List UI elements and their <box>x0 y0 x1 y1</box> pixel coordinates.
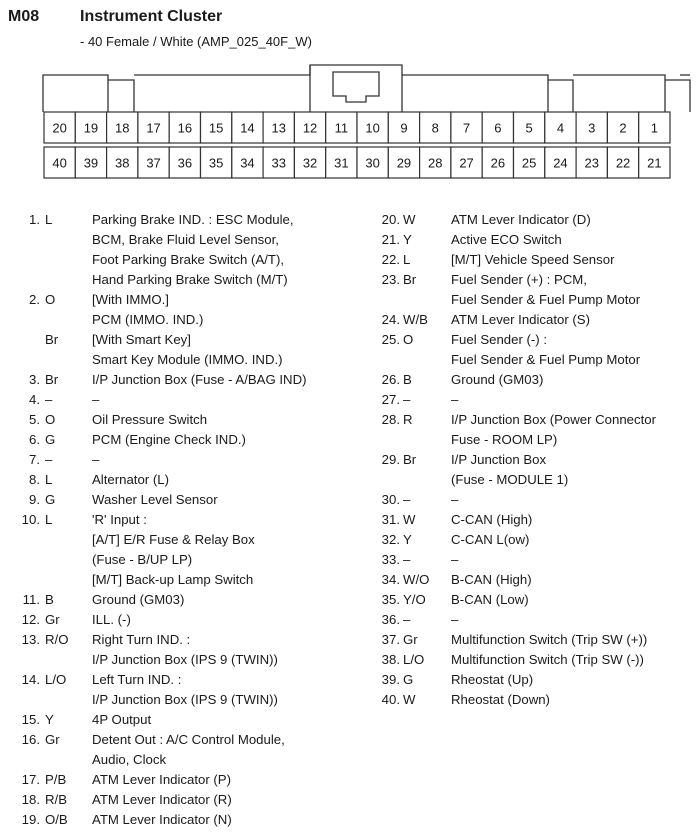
pin-number: 13 <box>271 120 286 136</box>
wire-color: L/O <box>403 652 425 667</box>
pin-description: Oil Pressure Switch <box>92 412 208 427</box>
pin-description: [With IMMO.] <box>92 292 169 307</box>
pin-number: 21 <box>647 155 662 171</box>
pin-entry <box>0 530 368 550</box>
pin-entry <box>0 690 368 710</box>
wire-color: W/O <box>403 572 430 587</box>
pin-number: 27 <box>459 155 474 171</box>
pin-description: Ground (GM03) <box>92 592 185 607</box>
wire-color: Br <box>403 452 417 467</box>
pin-description: Rheostat (Down) <box>451 692 550 707</box>
pin-description: Alternator (L) <box>92 472 169 487</box>
pin-number: 22 <box>615 155 631 171</box>
pin-entry <box>372 530 700 550</box>
pin-entry <box>0 470 368 490</box>
pin-entry-number: 40. <box>381 692 400 707</box>
pin-number: 1 <box>650 120 658 136</box>
pin-number: 34 <box>240 155 255 171</box>
pin-entry <box>0 770 368 790</box>
pin-entry-number: 6. <box>29 432 40 447</box>
pin-entry-number: 35. <box>381 592 400 607</box>
pin-number: 5 <box>525 120 533 136</box>
pin-entry <box>372 570 700 590</box>
pin-entry <box>0 750 368 770</box>
pin-description: Left Turn IND. : <box>92 672 182 687</box>
pin-description: Audio, Clock <box>92 752 167 767</box>
pin-entry <box>372 430 700 450</box>
pin-entry-number: 14. <box>21 672 40 687</box>
connector-outline <box>43 65 690 112</box>
wire-color: P/B <box>45 772 67 787</box>
pin-entry <box>0 270 368 290</box>
pin-description: C-CAN L(ow) <box>451 532 530 547</box>
pin-entry <box>372 250 700 270</box>
wire-color: R/B <box>45 792 67 807</box>
pin-number: 23 <box>584 155 599 171</box>
wire-color: Y <box>45 712 54 727</box>
pin-description: ATM Lever Indicator (P) <box>92 772 231 787</box>
connector-subtitle: - 40 Female / White (AMP_025_40F_W) <box>80 34 312 49</box>
pin-entry-number: 28. <box>381 412 400 427</box>
pin-entry <box>0 310 368 330</box>
pin-entry <box>0 390 368 410</box>
pin-entry <box>372 350 700 370</box>
pin-entry <box>0 570 368 590</box>
pin-entry-number: 3. <box>29 372 40 387</box>
pin-entry <box>372 410 700 430</box>
pin-description: 'R' Input : <box>92 512 147 527</box>
pin-entry-number: 23. <box>381 272 400 287</box>
wire-color: L/O <box>45 672 67 687</box>
pin-entry <box>0 810 368 830</box>
pin-entry-number: 10. <box>21 512 40 527</box>
pin-number: 37 <box>146 155 161 171</box>
pin-description: Ground (GM03) <box>451 372 544 387</box>
wire-color: W <box>403 512 416 527</box>
wire-color: L <box>45 212 53 227</box>
pin-entry-number: 2. <box>29 292 40 307</box>
pin-entry <box>372 290 700 310</box>
pin-entry-number: 30. <box>381 492 400 507</box>
pin-entry-number: 11. <box>22 592 40 607</box>
pin-description: (Fuse - MODULE 1) <box>451 472 569 487</box>
wire-color: Br <box>45 332 59 347</box>
wire-color: R/O <box>45 632 69 647</box>
pin-entry <box>372 230 700 250</box>
pin-description: [A/T] E/R Fuse & Relay Box <box>92 532 255 547</box>
pin-entry-number: 8. <box>29 472 40 487</box>
pin-entry <box>0 410 368 430</box>
pin-entry-number: 37. <box>381 632 400 647</box>
pin-number: 29 <box>396 155 412 171</box>
pin-description: Multifunction Switch (Trip SW (-)) <box>451 652 644 667</box>
pin-description: [M/T] Back-up Lamp Switch <box>92 572 254 587</box>
wire-color: O/B <box>45 812 68 827</box>
pin-entry <box>372 610 700 630</box>
wire-color: Br <box>45 372 59 387</box>
pin-entry <box>0 590 368 610</box>
pin-entry <box>372 510 700 530</box>
pin-entry-number: 36. <box>381 612 400 627</box>
pin-description: ATM Lever Indicator (S) <box>451 312 590 327</box>
wire-color: L <box>45 512 53 527</box>
pin-entry <box>372 470 700 490</box>
pin-description: Active ECO Switch <box>451 232 562 247</box>
wire-color: R <box>403 412 413 427</box>
pin-number: 32 <box>302 155 318 171</box>
pin-description: [With Smart Key] <box>92 332 191 347</box>
pin-number: 14 <box>240 120 255 136</box>
pin-entry-number: 19. <box>21 812 40 827</box>
pin-entry <box>0 330 368 350</box>
pin-number: 35 <box>208 155 224 171</box>
pin-description: Hand Parking Brake Switch (M/T) <box>92 272 288 287</box>
pin-number: 40 <box>52 155 67 171</box>
pin-entry-number: 5. <box>29 412 40 427</box>
pin-number: 38 <box>115 155 130 171</box>
pin-description: BCM, Brake Fluid Level Sensor, <box>92 232 279 247</box>
pin-entry <box>372 390 700 410</box>
pin-entry <box>0 670 368 690</box>
pin-number: 15 <box>208 120 224 136</box>
pin-description: C-CAN (High) <box>451 512 533 527</box>
pin-entry-number: 15. <box>21 712 40 727</box>
pin-description: (Fuse - B/UP LP) <box>92 552 193 567</box>
pin-entry-number: 33. <box>381 552 400 567</box>
pin-entry-number: 31. <box>381 512 400 527</box>
pin-description: Fuse - ROOM LP) <box>451 432 558 447</box>
pin-description: I/P Junction Box <box>451 452 547 467</box>
pin-number: 4 <box>556 120 565 136</box>
pin-description: Parking Brake IND. : ESC Module, <box>92 212 294 227</box>
pin-entry-number: 9. <box>29 492 40 507</box>
wire-color: O <box>45 412 56 427</box>
pin-entry <box>372 310 700 330</box>
pin-entry <box>0 710 368 730</box>
pin-entry <box>0 490 368 510</box>
pin-entry <box>372 650 700 670</box>
pin-entry <box>0 550 368 570</box>
wire-color: Gr <box>45 732 60 747</box>
pin-entry-number: 24. <box>381 312 400 327</box>
pin-description: Fuel Sender & Fuel Pump Motor <box>451 292 641 307</box>
wire-color: Y <box>403 232 412 247</box>
page-title: Instrument Cluster <box>80 8 223 25</box>
pin-entry <box>372 210 700 230</box>
pin-description: [M/T] Vehicle Speed Sensor <box>451 252 615 267</box>
pin-entry <box>0 350 368 370</box>
pin-entry-number: 32. <box>381 532 400 547</box>
pin-entry-number: 17. <box>21 772 40 787</box>
wire-color: L <box>45 472 53 487</box>
pin-entry <box>372 690 700 710</box>
pin-entry <box>372 450 700 470</box>
pin-description: Fuel Sender (+) : PCM, <box>451 272 587 287</box>
pin-list-left <box>0 210 368 830</box>
pin-number: 8 <box>431 120 439 136</box>
pin-entry <box>0 370 368 390</box>
pin-description: Washer Level Sensor <box>92 492 218 507</box>
wire-color: Gr <box>45 612 60 627</box>
pin-description: B-CAN (Low) <box>451 592 529 607</box>
pin-number: 12 <box>302 120 318 136</box>
pin-entry-number: 16. <box>21 732 40 747</box>
pin-entry <box>0 510 368 530</box>
wire-color: – <box>45 392 53 407</box>
pin-description: – <box>451 492 459 507</box>
pin-number: 20 <box>52 120 67 136</box>
pin-entry-number: 38. <box>381 652 400 667</box>
wire-color: G <box>45 432 56 447</box>
pin-entry <box>0 630 368 650</box>
pin-entry-number: 12. <box>21 612 40 627</box>
pin-number: 2 <box>619 120 627 136</box>
pin-list-right <box>372 210 700 710</box>
wire-color: W <box>403 692 416 707</box>
pin-entry <box>372 330 700 350</box>
pin-number: 3 <box>588 120 596 136</box>
pin-entry-number: 34. <box>381 572 400 587</box>
pin-number: 28 <box>428 155 443 171</box>
wire-color: – <box>403 612 411 627</box>
pin-entry-number: 27. <box>381 392 400 407</box>
pin-number: 6 <box>494 120 502 136</box>
wire-color: B <box>45 592 54 607</box>
pin-entry <box>0 230 368 250</box>
wire-color: Gr <box>403 632 418 647</box>
wire-color: W <box>403 212 416 227</box>
pin-entry <box>0 210 368 230</box>
pin-description: I/P Junction Box (IPS 9 (TWIN)) <box>92 692 278 707</box>
pin-entry <box>372 670 700 690</box>
pin-description: Rheostat (Up) <box>451 672 534 687</box>
pin-description: Foot Parking Brake Switch (A/T), <box>92 252 285 267</box>
wire-color: – <box>45 452 53 467</box>
pin-number: 26 <box>490 155 506 171</box>
wire-color: – <box>403 552 411 567</box>
pin-number: 17 <box>146 120 161 136</box>
pin-number: 39 <box>83 155 99 171</box>
pin-number: 9 <box>400 120 408 136</box>
pin-entry-number: 20. <box>381 212 400 227</box>
wire-color: – <box>403 492 411 507</box>
pin-number: 24 <box>553 155 568 171</box>
pin-description: – <box>451 612 459 627</box>
pin-number: 16 <box>177 120 193 136</box>
pin-description: – <box>92 452 100 467</box>
pin-description: Fuel Sender & Fuel Pump Motor <box>451 352 641 367</box>
pin-description: ATM Lever Indicator (R) <box>92 792 232 807</box>
pin-number: 36 <box>177 155 193 171</box>
pin-entry-number: 21. <box>381 232 400 247</box>
pin-description: Detent Out : A/C Control Module, <box>92 732 285 747</box>
pin-number: 25 <box>521 155 537 171</box>
pin-description: ATM Lever Indicator (N) <box>92 812 232 827</box>
wire-color: G <box>45 492 56 507</box>
pin-number: 10 <box>365 120 380 136</box>
pin-entry <box>372 550 700 570</box>
pin-entry <box>372 590 700 610</box>
wire-color: Y <box>403 532 412 547</box>
wire-color: O <box>403 332 414 347</box>
pin-entry <box>372 270 700 290</box>
pin-number: 11 <box>334 120 349 136</box>
wire-color: B <box>403 372 412 387</box>
pin-entry <box>372 630 700 650</box>
pin-description: Fuel Sender (-) : <box>451 332 548 347</box>
pin-description: I/P Junction Box (IPS 9 (TWIN)) <box>92 652 278 667</box>
pin-entry-number: 7. <box>29 452 40 467</box>
wire-color: W/B <box>403 312 428 327</box>
pin-description: ILL. (-) <box>92 612 131 627</box>
pin-description: Right Turn IND. : <box>92 632 191 647</box>
pin-entry-number: 29. <box>381 452 400 467</box>
pin-description: – <box>451 392 459 407</box>
pin-entry <box>0 610 368 630</box>
pin-entry-number: 1. <box>29 212 40 227</box>
pin-entry <box>0 290 368 310</box>
connector-code: M08 <box>8 8 40 25</box>
pin-entry <box>0 650 368 670</box>
pin-description: – <box>92 392 100 407</box>
pin-description: PCM (IMMO. IND.) <box>92 312 204 327</box>
connector-diagram <box>0 60 700 190</box>
wire-color: – <box>403 392 411 407</box>
pin-entry <box>0 450 368 470</box>
pin-description: I/P Junction Box (Fuse - A/BAG IND) <box>92 372 307 387</box>
pin-number: 7 <box>462 120 471 136</box>
pin-number: 33 <box>271 155 286 171</box>
pin-entry <box>0 430 368 450</box>
pin-number: 18 <box>115 120 130 136</box>
pin-entry <box>0 790 368 810</box>
pin-entry <box>372 370 700 390</box>
wire-color: Y/O <box>403 592 426 607</box>
pin-description: – <box>451 552 459 567</box>
pin-entry-number: 26. <box>381 372 400 387</box>
pin-entry-number: 13. <box>21 632 40 647</box>
pin-number: 31 <box>334 155 349 171</box>
wire-color: O <box>45 292 56 307</box>
pin-number: 19 <box>83 120 99 136</box>
pin-row-top <box>44 112 670 143</box>
pin-entry <box>0 730 368 750</box>
pin-entry-number: 4. <box>29 392 40 407</box>
pin-row-bottom <box>44 147 670 178</box>
pin-entry <box>372 490 700 510</box>
pin-entry-number: 22. <box>381 252 400 267</box>
pin-description: PCM (Engine Check IND.) <box>92 432 246 447</box>
pin-entry-number: 18. <box>21 792 40 807</box>
pin-description: B-CAN (High) <box>451 572 532 587</box>
pin-description: I/P Junction Box (Power Connector <box>451 412 656 427</box>
pin-description: 4P Output <box>92 712 152 727</box>
wire-color: G <box>403 672 414 687</box>
pin-description: ATM Lever Indicator (D) <box>451 212 591 227</box>
pin-description: Multifunction Switch (Trip SW (+)) <box>451 632 648 647</box>
pin-entry-number: 39. <box>381 672 400 687</box>
wire-color: Br <box>403 272 417 287</box>
pin-number: 30 <box>365 155 380 171</box>
pin-entry-number: 25. <box>381 332 400 347</box>
pin-entry <box>0 250 368 270</box>
pin-description: Smart Key Module (IMMO. IND.) <box>92 352 283 367</box>
wire-color: L <box>403 252 411 267</box>
